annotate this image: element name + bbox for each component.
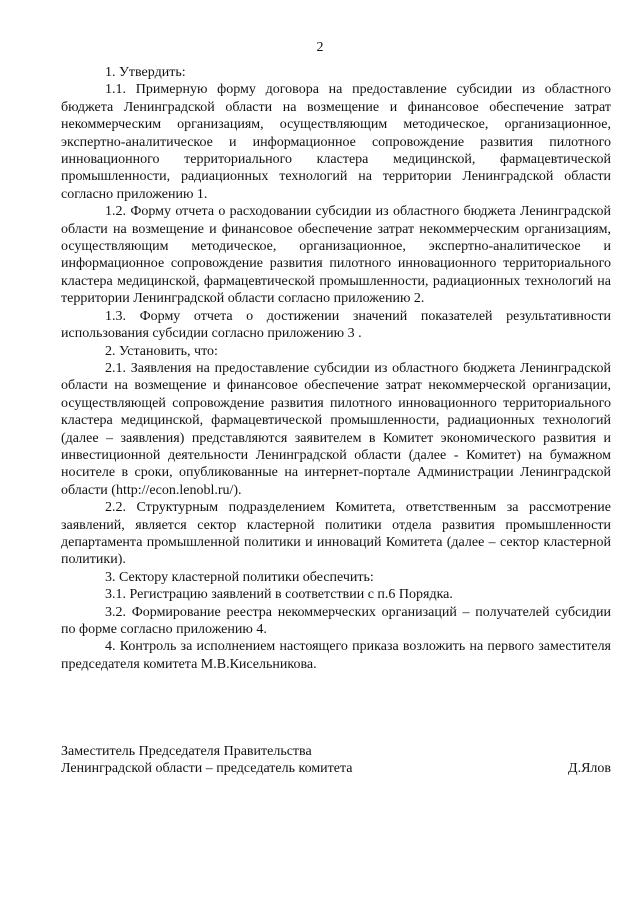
paragraph-1-2: 1.2. Форму отчета о расходовании субсидии из областного бюджета Ленинградской области на возмещение и финансовое обеспечение затрат некоммерческим организациям, осуществляющим методическое, организационное, экспертно-аналитическое и информационное сопровождение развития пилотного инновационного территориального кластера медицинской, фармацевтической промышленности, радиационных технологий на территории Ленинградской области согласно приложению 2. bbox=[61, 204, 611, 307]
page-number: 2 bbox=[316, 40, 324, 55]
signatory-name: Д.Ялов bbox=[568, 761, 611, 777]
signatory-position-line1: Заместитель Председателя Правительства bbox=[61, 744, 312, 759]
paragraph-control: 4. Контроль за исполнением настоящего приказа возложить на первого заместителя председателя комитета М.В.Кисельникова. bbox=[61, 639, 611, 672]
signature-block bbox=[61, 743, 611, 778]
paragraph-3-1: 3.1. Регистрацию заявлений в соответствии с п.6 Порядка. bbox=[105, 587, 453, 603]
paragraph-approve: 1. Утвердить: bbox=[105, 65, 186, 80]
order-body bbox=[61, 64, 611, 673]
paragraph-1-1: 1.1. Примерную форму договора на предоставление субсидии из областного бюджета Ленинградской области на возмещение и финансовое обеспечение затрат некоммерческим организациям, осуществляющим методическое, организационное, экспертно-аналитическое и информационное сопровождение развития пилотного инновационного территориального кластера медицинской, фармацевтической промышленности, радиационных технологий на территории Ленинградской области согласно приложению 1. bbox=[61, 82, 611, 202]
paragraph-sector-ensure: 3. Сектору кластерной политики обеспечить: bbox=[105, 569, 374, 585]
signatory-position-line2: Ленинградской области – председатель комитета bbox=[61, 761, 353, 777]
paragraph-establish: 2. Установить, что: bbox=[105, 343, 218, 359]
paragraph-1-3: 1.3. Форму отчета о достижении значений показателей результативности использования субсидии согласно приложению 3 . bbox=[61, 308, 611, 342]
signature-line bbox=[61, 760, 611, 777]
paragraph-2-1: 2.1. Заявления на предоставление субсидии из областного бюджета Ленинградской области на возмещение и финансовое обеспечение затрат некоммерческой организации, осуществляющей сопровождение развития пилотного инновационного территориального кластера медицинской, фармацевтической промышленности, радиационных технологий (далее – заявления) представляются заявителем в Комитет экономического развития и инвестиционной деятельности Ленинградской области (далее - Комитет) на бумажном носителе в сроки, опубликованные на интернет-портале Администрации Ленинградской области (http://econ.lenobl.ru/). bbox=[61, 360, 611, 498]
paragraph-3-2: 3.2. Формирование реестра некоммерческих организаций – получателей субсидии по форме согласно приложению 4. bbox=[61, 604, 611, 637]
paragraph-2-2: 2.2. Структурным подразделением Комитета, ответственным за рассмотрение заявлений, является сектор кластерной политики отдела развития промышленности департамента промышленной политики и инноваций Комитета (далее – сектор кластерной политики). bbox=[61, 500, 611, 568]
